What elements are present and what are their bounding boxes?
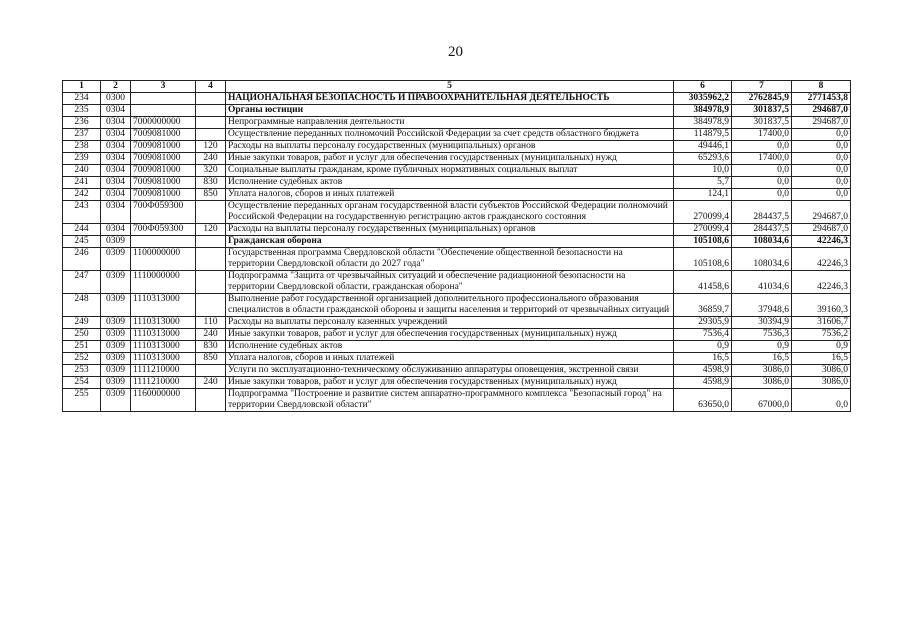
table-row <box>63 329 851 341</box>
section-code-cell: 0304 <box>101 224 131 236</box>
amount-year-2-cell: 2762845,9 <box>732 93 792 105</box>
item-name-cell: Органы юстиции <box>226 105 674 117</box>
amount-year-2-cell: 108034,6 <box>732 236 792 248</box>
column-number-header: 1 <box>63 81 101 93</box>
amount-year-1-cell: 5,7 <box>674 177 732 189</box>
amount-year-1-cell: 270099,4 <box>674 224 732 236</box>
row-number-cell: 239 <box>63 153 101 165</box>
column-number-header: 5 <box>226 81 674 93</box>
target-article-code-cell <box>131 236 196 248</box>
expense-type-code-cell: 850 <box>196 353 226 365</box>
amount-year-1-cell: 3035962,2 <box>674 93 732 105</box>
section-code-cell: 0309 <box>101 365 131 377</box>
target-article-code-cell: 1160000000 <box>131 389 196 412</box>
target-article-code-cell: 7000000000 <box>131 117 196 129</box>
column-number-header: 3 <box>131 81 196 93</box>
column-number-header-row <box>63 81 851 93</box>
expense-type-code-cell: 240 <box>196 377 226 389</box>
amount-year-3-cell: 42246,3 <box>792 271 851 294</box>
amount-year-1-cell: 49446,1 <box>674 141 732 153</box>
amount-year-2-cell: 41034,6 <box>732 271 792 294</box>
section-code-cell: 0309 <box>101 271 131 294</box>
expense-type-code-cell <box>196 248 226 271</box>
amount-year-2-cell: 301837,5 <box>732 117 792 129</box>
amount-year-3-cell: 294687,0 <box>792 117 851 129</box>
amount-year-1-cell: 7536,4 <box>674 329 732 341</box>
amount-year-2-cell: 108034,6 <box>732 248 792 271</box>
amount-year-1-cell: 41458,6 <box>674 271 732 294</box>
amount-year-3-cell: 42246,3 <box>792 236 851 248</box>
row-number-cell: 247 <box>63 271 101 294</box>
target-article-code-cell: 7009081000 <box>131 153 196 165</box>
row-number-cell: 236 <box>63 117 101 129</box>
amount-year-3-cell: 294687,0 <box>792 105 851 117</box>
row-number-cell: 255 <box>63 389 101 412</box>
amount-year-3-cell: 0,0 <box>792 165 851 177</box>
amount-year-2-cell: 67000,0 <box>732 389 792 412</box>
expense-type-code-cell: 120 <box>196 141 226 153</box>
section-code-cell: 0304 <box>101 105 131 117</box>
row-number-cell: 242 <box>63 189 101 201</box>
column-number-header: 2 <box>101 81 131 93</box>
amount-year-1-cell: 10,0 <box>674 165 732 177</box>
expense-type-code-cell <box>196 201 226 224</box>
amount-year-3-cell: 294687,0 <box>792 224 851 236</box>
expense-type-code-cell: 110 <box>196 317 226 329</box>
table-row <box>63 236 851 248</box>
amount-year-2-cell: 0,0 <box>732 189 792 201</box>
table-row <box>63 129 851 141</box>
expense-type-code-cell <box>196 117 226 129</box>
section-code-cell: 0300 <box>101 93 131 105</box>
item-name-cell: Иные закупки товаров, работ и услуг для обеспечения государственных (муниципальных) нужд <box>226 329 674 341</box>
target-article-code-cell: 1100000000 <box>131 248 196 271</box>
row-number-cell: 240 <box>63 165 101 177</box>
section-code-cell: 0304 <box>101 117 131 129</box>
amount-year-1-cell: 114879,5 <box>674 129 732 141</box>
item-name-cell: Исполнение судебных актов <box>226 341 674 353</box>
target-article-code-cell: 1110313000 <box>131 317 196 329</box>
table-row <box>63 353 851 365</box>
item-name-cell: Уплата налогов, сборов и иных платежей <box>226 353 674 365</box>
amount-year-2-cell: 17400,0 <box>732 129 792 141</box>
table-row <box>63 248 851 271</box>
amount-year-1-cell: 29305,9 <box>674 317 732 329</box>
item-name-cell: Осуществление переданных органам государственной власти субъектов Российской Федерации полномочий Российской Федерации на государственную регистрацию актов гражданского состояния <box>226 201 674 224</box>
amount-year-2-cell: 37948,6 <box>732 294 792 317</box>
section-code-cell: 0309 <box>101 236 131 248</box>
item-name-cell: Осуществление переданных полномочий Российской Федерации за счет средств областного бюджета <box>226 129 674 141</box>
amount-year-1-cell: 105108,6 <box>674 236 732 248</box>
row-number-cell: 254 <box>63 377 101 389</box>
target-article-code-cell <box>131 105 196 117</box>
table-row <box>63 201 851 224</box>
section-code-cell: 0304 <box>101 201 131 224</box>
row-number-cell: 251 <box>63 341 101 353</box>
target-article-code-cell: 1110313000 <box>131 341 196 353</box>
item-name-cell: Иные закупки товаров, работ и услуг для обеспечения государственных (муниципальных) нужд <box>226 153 674 165</box>
row-number-cell: 250 <box>63 329 101 341</box>
target-article-code-cell: 1110313000 <box>131 329 196 341</box>
expense-type-code-cell <box>196 389 226 412</box>
section-code-cell: 0304 <box>101 189 131 201</box>
amount-year-1-cell: 4598,9 <box>674 365 732 377</box>
table-body <box>63 93 851 412</box>
target-article-code-cell: 7009081000 <box>131 177 196 189</box>
row-number-cell: 241 <box>63 177 101 189</box>
target-article-code-cell: 700Ф059300 <box>131 224 196 236</box>
amount-year-2-cell: 0,0 <box>732 141 792 153</box>
row-number-cell: 238 <box>63 141 101 153</box>
expense-type-code-cell <box>196 294 226 317</box>
section-code-cell: 0304 <box>101 165 131 177</box>
amount-year-3-cell: 42246,3 <box>792 248 851 271</box>
row-number-cell: 243 <box>63 201 101 224</box>
item-name-cell: Подпрограмма "Защита от чрезвычайных ситуаций и обеспечение радиационной безопасности на территории Свердловской области, гражданская оборона" <box>226 271 674 294</box>
item-name-cell: Государственная программа Свердловской области "Обеспечение общественной безопасности на территории Свердловской области до 2027 года" <box>226 248 674 271</box>
expense-type-code-cell <box>196 93 226 105</box>
table-row <box>63 177 851 189</box>
amount-year-1-cell: 65293,6 <box>674 153 732 165</box>
amount-year-1-cell: 16,5 <box>674 353 732 365</box>
item-name-cell: Гражданская оборона <box>226 236 674 248</box>
amount-year-2-cell: 0,0 <box>732 177 792 189</box>
expense-type-code-cell: 240 <box>196 153 226 165</box>
item-name-cell: НАЦИОНАЛЬНАЯ БЕЗОПАСНОСТЬ И ПРАВООХРАНИТЕЛЬНАЯ ДЕЯТЕЛЬНОСТЬ <box>226 93 674 105</box>
table-row <box>63 377 851 389</box>
target-article-code-cell: 1110000000 <box>131 271 196 294</box>
amount-year-2-cell: 7536,3 <box>732 329 792 341</box>
item-name-cell: Иные закупки товаров, работ и услуг для обеспечения государственных (муниципальных) нужд <box>226 377 674 389</box>
amount-year-1-cell: 36859,7 <box>674 294 732 317</box>
expense-type-code-cell: 830 <box>196 341 226 353</box>
expense-type-code-cell <box>196 129 226 141</box>
section-code-cell: 0304 <box>101 129 131 141</box>
item-name-cell: Расходы на выплаты персоналу казенных учреждений <box>226 317 674 329</box>
section-code-cell: 0309 <box>101 377 131 389</box>
row-number-cell: 246 <box>63 248 101 271</box>
section-code-cell: 0309 <box>101 294 131 317</box>
amount-year-1-cell: 0,9 <box>674 341 732 353</box>
table-row <box>63 341 851 353</box>
amount-year-1-cell: 105108,6 <box>674 248 732 271</box>
item-name-cell: Уплата налогов, сборов и иных платежей <box>226 189 674 201</box>
target-article-code-cell: 7009081000 <box>131 141 196 153</box>
amount-year-3-cell: 7536,2 <box>792 329 851 341</box>
section-code-cell: 0304 <box>101 141 131 153</box>
expense-type-code-cell: 320 <box>196 165 226 177</box>
amount-year-1-cell: 124,1 <box>674 189 732 201</box>
row-number-cell: 252 <box>63 353 101 365</box>
amount-year-2-cell: 3086,0 <box>732 365 792 377</box>
amount-year-2-cell: 16,5 <box>732 353 792 365</box>
row-number-cell: 253 <box>63 365 101 377</box>
column-number-header: 7 <box>732 81 792 93</box>
row-number-cell: 244 <box>63 224 101 236</box>
section-code-cell: 0309 <box>101 341 131 353</box>
amount-year-2-cell: 3086,0 <box>732 377 792 389</box>
target-article-code-cell: 1111210000 <box>131 365 196 377</box>
table-row <box>63 271 851 294</box>
column-number-header: 6 <box>674 81 732 93</box>
item-name-cell: Расходы на выплаты персоналу государственных (муниципальных) органов <box>226 141 674 153</box>
amount-year-3-cell: 31606,7 <box>792 317 851 329</box>
amount-year-3-cell: 39160,3 <box>792 294 851 317</box>
row-number-cell: 248 <box>63 294 101 317</box>
amount-year-3-cell: 0,0 <box>792 153 851 165</box>
item-name-cell: Социальные выплаты гражданам, кроме публичных нормативных социальных выплат <box>226 165 674 177</box>
amount-year-1-cell: 384978,9 <box>674 105 732 117</box>
amount-year-3-cell: 294687,0 <box>792 201 851 224</box>
table-row <box>63 365 851 377</box>
amount-year-3-cell: 0,0 <box>792 177 851 189</box>
expense-type-code-cell: 120 <box>196 224 226 236</box>
table-row <box>63 165 851 177</box>
amount-year-1-cell: 63650,0 <box>674 389 732 412</box>
target-article-code-cell: 700Ф059300 <box>131 201 196 224</box>
expense-type-code-cell: 240 <box>196 329 226 341</box>
amount-year-3-cell: 0,0 <box>792 129 851 141</box>
amount-year-3-cell: 0,0 <box>792 189 851 201</box>
expense-type-code-cell: 850 <box>196 189 226 201</box>
expense-type-code-cell <box>196 105 226 117</box>
amount-year-3-cell: 2771453,8 <box>792 93 851 105</box>
row-number-cell: 249 <box>63 317 101 329</box>
target-article-code-cell: 7009081000 <box>131 129 196 141</box>
table-row <box>63 389 851 412</box>
section-code-cell: 0309 <box>101 317 131 329</box>
amount-year-3-cell: 16,5 <box>792 353 851 365</box>
section-code-cell: 0304 <box>101 153 131 165</box>
item-name-cell: Подпрограмма "Построение и развитие систем аппаратно-программного комплекса "Безопасный город" на территории Свердловской области" <box>226 389 674 412</box>
amount-year-1-cell: 384978,9 <box>674 117 732 129</box>
budget-table <box>62 80 851 412</box>
amount-year-2-cell: 0,0 <box>732 165 792 177</box>
expense-type-code-cell <box>196 365 226 377</box>
row-number-cell: 234 <box>63 93 101 105</box>
target-article-code-cell: 1111210000 <box>131 377 196 389</box>
amount-year-2-cell: 0,9 <box>732 341 792 353</box>
amount-year-2-cell: 301837,5 <box>732 105 792 117</box>
item-name-cell: Непрограммные направления деятельности <box>226 117 674 129</box>
amount-year-3-cell: 0,9 <box>792 341 851 353</box>
amount-year-2-cell: 17400,0 <box>732 153 792 165</box>
row-number-cell: 235 <box>63 105 101 117</box>
table-row <box>63 224 851 236</box>
item-name-cell: Расходы на выплаты персоналу государственных (муниципальных) органов <box>226 224 674 236</box>
target-article-code-cell: 1110313000 <box>131 294 196 317</box>
table-row <box>63 93 851 105</box>
target-article-code-cell <box>131 93 196 105</box>
section-code-cell: 0304 <box>101 177 131 189</box>
target-article-code-cell: 7009081000 <box>131 189 196 201</box>
table-row <box>63 105 851 117</box>
amount-year-2-cell: 284437,5 <box>732 201 792 224</box>
amount-year-3-cell: 3086,0 <box>792 377 851 389</box>
table-row <box>63 317 851 329</box>
item-name-cell: Выполнение работ государственной организацией дополнительного профессионального образования специалистов в области гражданской обороны и защиты населения и территорий от чрезвычайных ситуаций <box>226 294 674 317</box>
amount-year-3-cell: 0,0 <box>792 389 851 412</box>
expense-type-code-cell <box>196 236 226 248</box>
amount-year-3-cell: 3086,0 <box>792 365 851 377</box>
item-name-cell: Услуги по эксплуатационно-техническому обслуживанию аппаратуры оповещения, экстренной связи <box>226 365 674 377</box>
amount-year-3-cell: 0,0 <box>792 141 851 153</box>
table-row <box>63 189 851 201</box>
column-number-header: 4 <box>196 81 226 93</box>
section-code-cell: 0309 <box>101 353 131 365</box>
table-row <box>63 141 851 153</box>
amount-year-2-cell: 284437,5 <box>732 224 792 236</box>
section-code-cell: 0309 <box>101 329 131 341</box>
column-number-header: 8 <box>792 81 851 93</box>
page-number: 20 <box>448 44 463 60</box>
target-article-code-cell: 1110313000 <box>131 353 196 365</box>
table-row <box>63 294 851 317</box>
section-code-cell: 0309 <box>101 389 131 412</box>
amount-year-1-cell: 4598,9 <box>674 377 732 389</box>
item-name-cell: Исполнение судебных актов <box>226 177 674 189</box>
section-code-cell: 0309 <box>101 248 131 271</box>
table-row <box>63 117 851 129</box>
row-number-cell: 245 <box>63 236 101 248</box>
target-article-code-cell: 7009081000 <box>131 165 196 177</box>
expense-type-code-cell <box>196 271 226 294</box>
row-number-cell: 237 <box>63 129 101 141</box>
expense-type-code-cell: 830 <box>196 177 226 189</box>
table-row <box>63 153 851 165</box>
amount-year-1-cell: 270099,4 <box>674 201 732 224</box>
amount-year-2-cell: 30394,9 <box>732 317 792 329</box>
